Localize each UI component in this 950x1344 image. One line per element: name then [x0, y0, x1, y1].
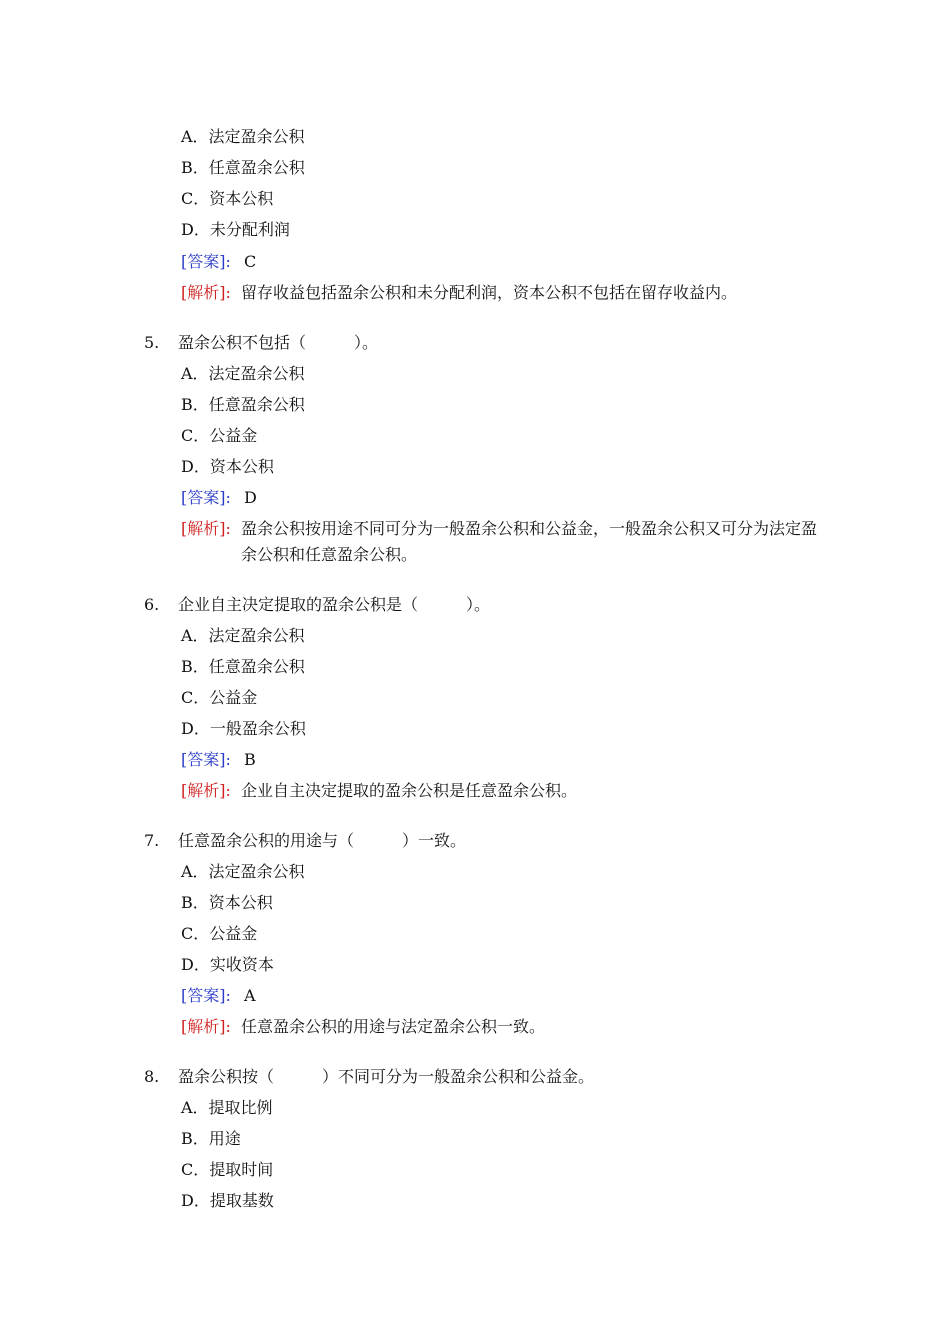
- option-d: D．资本公积: [181, 457, 274, 476]
- explanation-text: 盈余公积按用途不同可分为一般盈余公积和公益金，一般盈余公积又可分为法定盈余公积和任意盈余公积。: [241, 519, 818, 564]
- explanation-text: 留存收益包括盈余公积和未分配利润，资本公积不包括在留存收益内。: [241, 283, 738, 302]
- question-number: 5.: [144, 333, 160, 352]
- option-a: A．提取比例: [181, 1098, 273, 1117]
- question-stem: 盈余公积不包括（ ）。: [178, 333, 379, 352]
- answer-value: D: [244, 488, 257, 507]
- option-b: B．任意盈余公积: [181, 395, 305, 414]
- option-d: D．提取基数: [181, 1191, 274, 1210]
- option-c: C．提取时间: [181, 1160, 274, 1179]
- option-c: C．公益金: [181, 688, 258, 707]
- explanation-label: [解析]:: [181, 283, 231, 302]
- answer-label: [答案]:: [181, 750, 231, 769]
- explanation-label: [解析]:: [181, 781, 231, 800]
- question-stem: 盈余公积按（ ）不同可分为一般盈余公积和公益金。: [178, 1067, 595, 1086]
- option-d: D．一般盈余公积: [181, 719, 306, 738]
- explanation-text: 企业自主决定提取的盈余公积是任意盈余公积。: [241, 781, 578, 800]
- question-stem: 企业自主决定提取的盈余公积是（ ）。: [178, 595, 491, 614]
- question-stem: 任意盈余公积的用途与（ ）一致。: [178, 831, 467, 850]
- explanation-label: [解析]:: [181, 519, 231, 538]
- option-c: C．公益金: [181, 426, 258, 445]
- question-number: 6.: [144, 595, 160, 614]
- answer-value: B: [244, 750, 256, 769]
- answer-value: A: [244, 986, 256, 1005]
- answer-value: C: [244, 252, 257, 271]
- option-a: A．法定盈余公积: [181, 862, 305, 881]
- option-a: A．法定盈余公积: [181, 364, 305, 383]
- option-a: A．法定盈余公积: [181, 127, 305, 146]
- option-c: C．公益金: [181, 924, 258, 943]
- option-c: C．资本公积: [181, 189, 274, 208]
- option-b: B．资本公积: [181, 893, 273, 912]
- question-number: 8.: [144, 1067, 160, 1086]
- option-a: A．法定盈余公积: [181, 626, 305, 645]
- option-b: B．任意盈余公积: [181, 158, 305, 177]
- option-d: D．实收资本: [181, 955, 274, 974]
- option-b: B．任意盈余公积: [181, 657, 305, 676]
- explanation-text: 任意盈余公积的用途与法定盈余公积一致。: [241, 1017, 546, 1036]
- question-number: 7.: [144, 831, 160, 850]
- answer-label: [答案]:: [181, 986, 231, 1005]
- option-b: B．用途: [181, 1129, 241, 1148]
- option-d: D．未分配利润: [181, 220, 290, 239]
- explanation-label: [解析]:: [181, 1017, 231, 1036]
- answer-label: [答案]:: [181, 488, 231, 507]
- answer-label: [答案]:: [181, 252, 231, 271]
